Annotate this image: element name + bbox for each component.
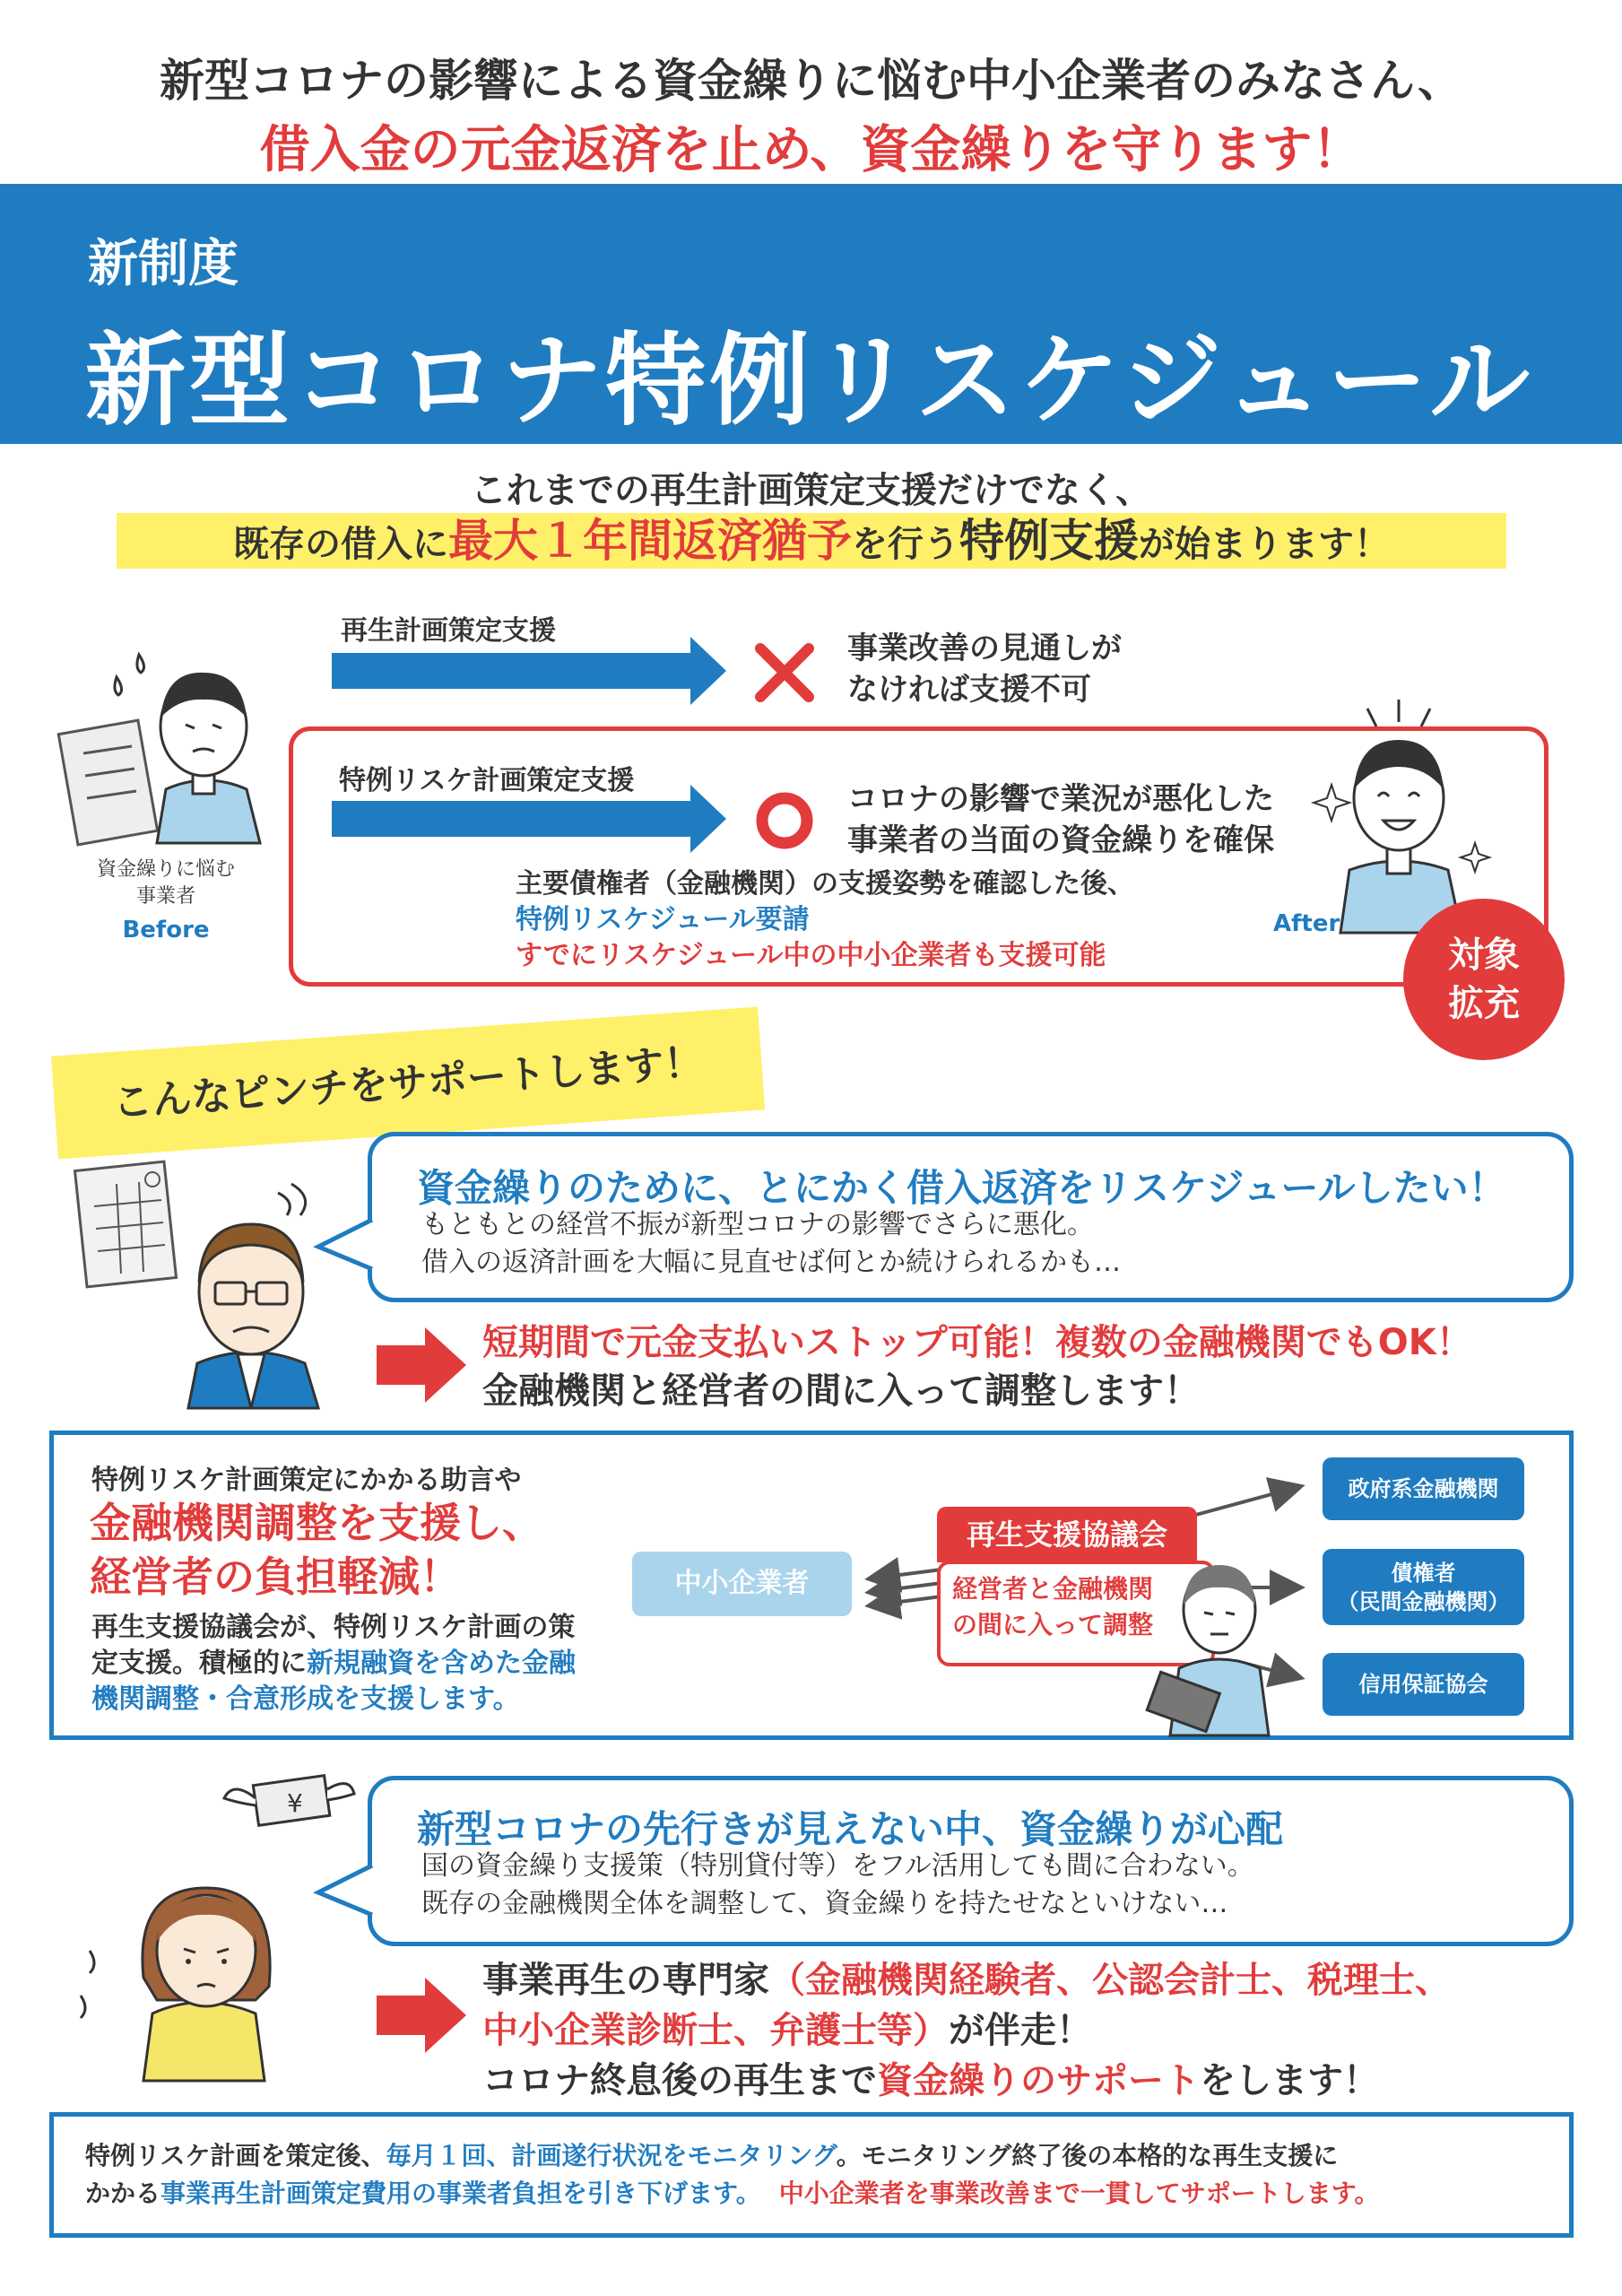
case1-answer: [482, 1318, 1472, 1415]
footer-2a: かかる: [85, 2179, 161, 2208]
row2-result-line-2: 事業者の当面の資金繰りを確保: [847, 822, 1274, 858]
before-label: Before: [122, 917, 210, 944]
support-headline-line-2: 経営者の負担軽減！: [90, 1552, 461, 1601]
arrow-right-icon: [377, 1327, 466, 1403]
row2-note-3: すでにリスケジュール中の中小企業者も支援可能: [516, 940, 1106, 971]
page-title: 新型コロナ特例リスケジュール: [85, 323, 1534, 439]
document-icon: [58, 720, 157, 845]
case1-answer-line-2: 金融機関と経営者の間に入って調整します！: [482, 1370, 1200, 1412]
troubled-man-illustration: [72, 1139, 332, 1408]
case1-body-line-1: もともとの経営不振が新型コロナの影響でさらに悪化。: [421, 1209, 1094, 1240]
target-creditor-line-1: 債権者: [1391, 1561, 1456, 1586]
council-note-line-2: の間に入って調整: [952, 1610, 1154, 1639]
footer-1a: 特例リスケ計画を策定後、: [85, 2141, 386, 2170]
support-headline: [90, 1496, 543, 1604]
header-line-1: 新型コロナの影響による資金繰りに悩む中小企業者のみなさん、: [160, 55, 1462, 107]
case2-body-line-1: 国の資金繰り支援策（特別貸付等）をフル活用しても間に合わない。: [421, 1850, 1254, 1882]
case2-answer-3c: をします！: [1200, 2060, 1379, 2101]
sme-label: 中小企業者: [632, 1552, 852, 1616]
footer-1c: 。モニタリング終了後の本格的な再生支援に: [836, 2141, 1339, 2170]
council-note: [952, 1571, 1153, 1643]
before-caption-line-2: 事業者: [135, 885, 195, 908]
case1-bubble-tail: [318, 1220, 377, 1274]
case2-answer-3b: 資金繰りのサポート: [877, 2060, 1200, 2101]
support-body-line-1: 再生支援協議会が、特例リスケ計画の策: [91, 1612, 576, 1643]
support-body: [91, 1610, 576, 1718]
support-body-line-2-blue: 新規融資を含めた金融: [307, 1648, 576, 1679]
intro-text-d: 特例支援: [959, 515, 1139, 567]
expanded-target-badge: [1403, 899, 1565, 1060]
badge-line-2: 拡充: [1448, 983, 1520, 1024]
intro-text-e: が始まります！: [1139, 524, 1390, 565]
support-headline-line-1: 金融機関調整を支援し、: [90, 1499, 543, 1547]
case1-body: [421, 1206, 1121, 1282]
case1-answer-line-1: 短期間で元金支払いストップ可能！複数の金融機関でもOK！: [482, 1322, 1472, 1363]
case2-answer-1a: 事業再生の専門家: [482, 1960, 769, 2001]
badge-line-1: 対象: [1448, 935, 1520, 976]
row1-result-line-1: 事業改善の見通しが: [847, 631, 1122, 666]
advisor-person-illustration: [1152, 1534, 1287, 1735]
intro-line-1: これまでの再生計画策定支援だけでなく、: [470, 470, 1152, 511]
circle-icon: [753, 789, 816, 852]
intro-text-a: 既存の借入に: [233, 524, 448, 565]
intro-text-c: を行う: [852, 524, 959, 565]
case2-answer-2b: が伴走！: [949, 2010, 1092, 2051]
support-body-line-2: 定支援。積極的に: [91, 1648, 307, 1679]
row2-note-1: 主要債権者（金融機関）の支援姿勢を確認した後、: [516, 868, 1134, 900]
row2-result: [847, 778, 1274, 861]
yen-bill-icon: [224, 1776, 354, 1826]
council-label: 再生支援協議会: [937, 1507, 1197, 1562]
target-creditor: [1323, 1549, 1524, 1625]
happy-person-illustration: [1314, 691, 1520, 933]
yen-symbol: ¥: [287, 1788, 303, 1818]
target-creditor-line-2: （民間金融機関）: [1337, 1589, 1510, 1614]
footer-1b: 毎月１回、計画遂行状況をモニタリング: [386, 2141, 837, 2170]
target-credit-guarantee: 信用保証協会: [1323, 1653, 1524, 1716]
arrow-right-icon: [377, 1978, 466, 2053]
support-body-line-3: 機関調整・合意形成を支援します。: [91, 1683, 520, 1715]
sweat-icon: [115, 655, 144, 695]
row1-result: [847, 628, 1122, 710]
worried-woman-illustration: [63, 1771, 341, 2081]
target-government-bank: 政府系金融機関: [1323, 1457, 1524, 1520]
footer-text: [85, 2137, 1380, 2213]
support-intro: 特例リスケ計画策定にかかる助言や: [91, 1465, 522, 1496]
case2-body-line-2: 既存の金融機関全体を調整して、資金繰りを持たせなといけない…: [421, 1888, 1228, 1919]
case2-bubble-tail: [318, 1866, 377, 1919]
case2-answer-3a: コロナ終息後の再生まで: [482, 2060, 877, 2101]
row2-label: 特例リスケ計画策定支援: [339, 765, 635, 796]
row2-notes: [516, 866, 1134, 974]
pinch-title: こんなピンチをサポートします！: [111, 1039, 705, 1126]
before-caption-line-1: 資金繰りに悩む: [96, 858, 235, 881]
case2-answer-2a: 中小企業診断士、弁護士等）: [482, 2010, 949, 2051]
after-label: After: [1273, 910, 1340, 937]
case2-headline: 新型コロナの先行きが見えない中、資金繰りが心配: [417, 1807, 1284, 1851]
header-line-2: 借入金の元金返済を止め、資金繰りを守ります！: [259, 121, 1363, 179]
footer-2b: 事業再生計画策定費用の事業者負担を引き下げます。: [160, 2179, 761, 2208]
worried-person-illustration: [49, 628, 282, 843]
council-note-line-1: 経営者と金融機関: [952, 1574, 1154, 1604]
case2-answer: [482, 1955, 1451, 2106]
case2-answer-1b: （金融機関経験者、公認会計士、税理士、: [769, 1960, 1451, 2001]
arrow-right-icon: [332, 785, 726, 853]
row1-result-line-2: なければ支援不可: [847, 672, 1091, 708]
band-subtitle: 新制度: [88, 235, 239, 293]
sweat-icon: [81, 1951, 94, 2018]
row2-note-2: 特例リスケジュール要請: [516, 904, 810, 935]
case1-headline: 資金繰りのために、とにかく借入返済をリスケジュールしたい！: [417, 1166, 1506, 1210]
calendar-icon: [74, 1161, 176, 1287]
row1-label: 再生計画策定支援: [341, 615, 556, 647]
intro-text-b: 最大１年間返済猶予: [448, 515, 852, 567]
before-caption: [54, 857, 278, 910]
arrow-right-icon: [332, 637, 726, 705]
cross-icon: [753, 641, 816, 704]
footer-2c: 中小企業者を事業改善まで一貫してサポートします。: [778, 2179, 1380, 2208]
intro-line-2: [117, 513, 1506, 572]
case1-body-line-2: 借入の返済計画を大幅に見直せば何とか続けられるかも…: [421, 1247, 1121, 1278]
row2-result-line-1: コロナの影響で業況が悪化した: [847, 781, 1274, 817]
case2-body: [421, 1848, 1254, 1923]
